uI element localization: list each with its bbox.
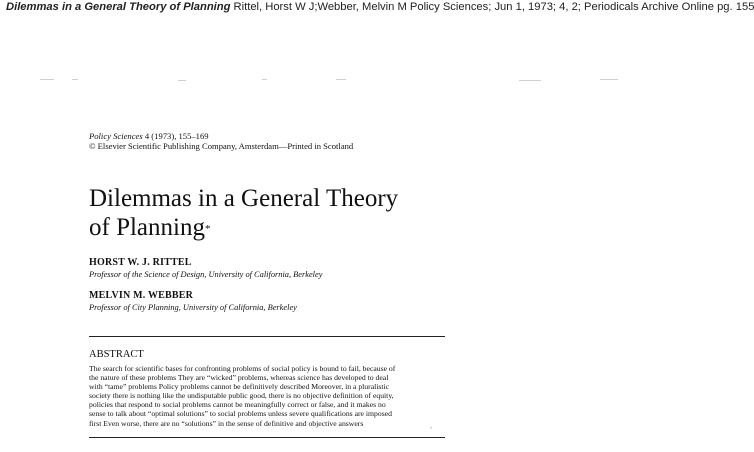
title-line-2 [89,213,509,242]
header-citation: Rittel, Horst W J;Webber, Melvin M Policy Sciences; Jun 1, 1973; 4, 2; Periodicals Archive Online pg. 155 [230,1,754,13]
abstract-line: with “tame” problems Policy problems cannot be definitively described Moreover, in a pluralistic [89,382,390,392]
abstract-line: policies that respond to social problems cannot be meaningfully correct or false, and it makes no [89,400,386,410]
abstract-line: The search for scientific bases for confronting problems of social policy is bound to fail, because of [89,364,396,373]
scan-artifact-dots [0,70,668,90]
abstract-line: first Even worse, there are no “solutions” in the sense of definitive and objective answers [89,418,364,428]
author-affiliation-2: Professor of City Planning, University of California, Berkeley [89,303,297,312]
citation-header [6,0,754,14]
bottom-rule-divider [89,437,445,438]
header-article-title: Dilemmas in a General Theory of Planning [6,1,231,13]
journal-name: Policy Sciences [89,131,143,141]
journal-volume-line [89,131,353,141]
abstract-line: sense to talk about “optimal solutions” to social problems unless severe qualifications are imposed [89,409,392,419]
author-name-2: MELVIN M. WEBBER [89,290,194,301]
abstract-line: society there is nothing like the undisputable public good, there is no objective definition of equity, [89,391,394,401]
journal-reference [89,131,353,151]
article-title [89,184,509,242]
abstract-heading: ABSTRACT [89,349,144,360]
author-affiliation-1: Professor of the Science of Design, University of California, Berkeley [89,270,323,279]
author-name-1: HORST W. J. RITTEL [89,257,192,268]
journal-volume-pages: 4 (1973), 155–169 [142,131,209,141]
top-rule-divider [89,336,445,337]
title-line-2-text: of Planning [89,214,205,241]
publisher-line: © Elsevier Scientific Publishing Company, Amsterdam—Printed in Scotland [89,141,354,151]
abstract-line: the nature of these problems They are “wicked” problems, whereas science has developed to deal [89,373,389,383]
footnote-marker: * [204,223,211,235]
title-line-1: Dilemmas in a General Theory [89,185,399,212]
abstract-body [89,364,449,428]
margin-tick-mark: ˏ [429,421,433,429]
